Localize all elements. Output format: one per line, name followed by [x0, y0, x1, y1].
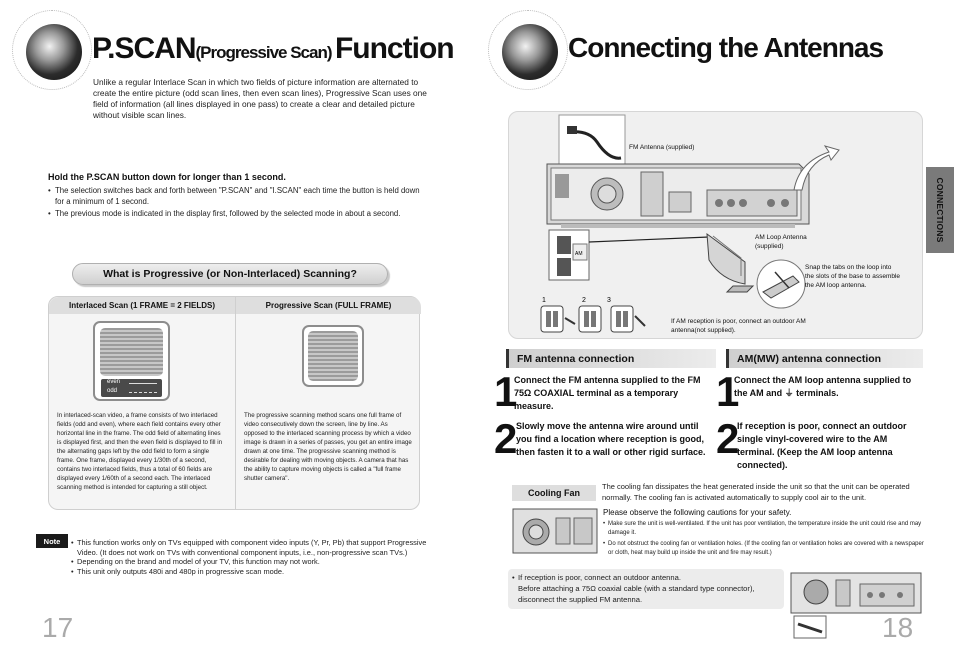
fm-antenna-heading: FM antenna connection [506, 349, 716, 368]
am-step-number: 2 [716, 415, 738, 462]
diagram-step-num: 3 [607, 297, 611, 304]
intro-paragraph: Unlike a regular Interlace Scan in which two fields of picture information are alternated to create the entire picture (odd scan lines, then even scan lines), Progressive Scan uses one field of information (all lines displayed in one pass) to create a clear and detailed picture without visible scan lines. [93, 77, 427, 120]
progressive-header: Progressive Scan (FULL FRAME) [236, 297, 421, 314]
cooling-fan-text: The cooling fan dissipates the heat generated inside the unit so that the unit can be operated normally. The cooling fan is activated automatically to supply cool air to the unit. [602, 482, 910, 502]
page-number-left: 17 [42, 612, 74, 643]
column-divider [235, 297, 236, 509]
diagram-step-num: 2 [582, 297, 586, 304]
note-item: • This unit only outputs 480i and 480p in progressive scan mode. [71, 566, 285, 576]
am-terminal-tag: AM [575, 251, 583, 257]
fm-antenna-label: FM Antenna (supplied) [629, 144, 695, 151]
progressive-description: The progressive scanning method scans one full frame of video consecutively down the screen, line by line. As opposed to the interlaced scanning process by which a video image is drawn in a series of passes, you get an entire image drawn at one time. The progressive scanning method is desirable for dealing with moving objects. A camera that has the ability to capture moving objects is called a "full frame shutter camera". [244, 412, 412, 482]
diagram-step-num: 1 [542, 297, 546, 304]
tv-even-label: even [107, 379, 121, 385]
title-main: P.SCAN [92, 32, 196, 65]
caution-list [603, 520, 925, 558]
am-step-number: 1 [716, 368, 738, 415]
page-title-left [92, 32, 454, 66]
am-poor-label: If AM reception is poor, connect an outdoor AM antenna(not supplied). [671, 318, 806, 334]
connections-side-tab: CONNECTIONS [926, 167, 954, 253]
speaker-logo-right [488, 10, 568, 90]
antenna-diagram [508, 111, 923, 339]
bullet-item: • The selection switches back and forth between "P.SCAN" and "I.SCAN" each time the button is held down for a minimum of 1 second. [48, 186, 420, 206]
snap-tabs-label: Snap the tabs on the loop into the slots of the base to assemble the AM loop antenna. [805, 264, 901, 289]
note-item: • Depending on the brand and model of your TV, this function may not work. [71, 557, 320, 566]
caution-item: • Make sure the unit is well-ventilated. If the unit has poor ventilation, the temperature inside the unit could rise and may damage it. [603, 521, 922, 536]
instruction-bullets [48, 185, 426, 219]
cooling-fan-label: Cooling Fan [512, 485, 596, 501]
title-end: Function [334, 32, 454, 65]
am-antenna-heading: AM(MW) antenna connection [726, 349, 923, 368]
antenna-diagram-art [509, 112, 924, 340]
page-number-right: 18 [882, 612, 914, 643]
interlaced-tv-illustration [93, 321, 170, 401]
progressive-tv-illustration [302, 325, 364, 387]
outdoor-antenna-note [508, 569, 784, 609]
interlaced-description: In interlaced-scan video, a frame consists of two interlaced fields (odd and even), where each field contains every other horizontal line in the frame. The odd field of alternating lines is displayed first, and then the even field is displayed to fill in the alternating gaps left by the odd field to form a single frame. One frame, displayed every 1/30th of a second, contains two interlaced fields, thus a total of 60 fields are displayed every 1/60th of a second each. The interlaced scanning method is intended for capturing a still object. [57, 412, 223, 491]
instruction-heading: Hold the P.SCAN button down for longer than 1 second. [48, 172, 286, 182]
am-step-text: Connect the AM loop antenna supplied to the AM and ⏚ terminals. [734, 375, 912, 398]
scan-comparison-box [48, 296, 420, 510]
fm-step-text: Slowly move the antenna wire around until you find a location where reception is good, then fasten it to a wall or other rigid surface. [516, 421, 706, 457]
progressive-banner: What is Progressive (or Non-Interlaced) Scanning? [72, 263, 388, 285]
bullet-item: • The previous mode is indicated in the display first, followed by the selected mode in about a second. [48, 209, 401, 218]
fm-step-text: Connect the FM antenna supplied to the FM 75Ω COAXIAL terminal as a temporary measure. [514, 375, 701, 411]
page-title-right: Connecting the Antennas [568, 32, 884, 63]
fm-step-number: 1 [494, 368, 516, 415]
outdoor-note-line2: Before attaching a 75Ω coaxial cable (with a standard type connector), disconnect the supplied FM antenna. [518, 584, 755, 604]
title-paren: (Progressive Scan) [195, 43, 332, 62]
outdoor-note-line1: • If reception is poor, connect an outdoor antenna. [512, 573, 681, 582]
am-loop-label: AM Loop Antenna (supplied) [755, 234, 807, 250]
interlaced-header: Interlaced Scan (1 FRAME = 2 FIELDS) [49, 297, 235, 314]
caution-item: • Do not obstruct the cooling fan or ventilation holes. (If the cooling fan or ventilation holes are covered with a newspaper or cloth, heat may build up inside the unit and fire may result.) [603, 541, 924, 556]
note-label: Note [36, 534, 68, 548]
tv-odd-label: odd [107, 388, 118, 394]
am-step-text: If reception is poor, connect an outdoor single vinyl-covered wire to the AM terminal. (Keep the AM loop antenna connected). [737, 421, 907, 470]
note-item: • This function works only on TVs equipped with component video inputs (Y, Pr, Pb) that support Progressive Video. (It does not work on TVs with conventional component inputs, i.e., non-progressive scan TVs.) [71, 538, 427, 557]
caution-intro: Please observe the following cautions for your safety. [603, 508, 792, 517]
note-list [71, 538, 431, 576]
cooling-fan-illustration [512, 508, 598, 554]
fm-step-number: 2 [494, 415, 516, 462]
speaker-logo-left [12, 10, 92, 90]
